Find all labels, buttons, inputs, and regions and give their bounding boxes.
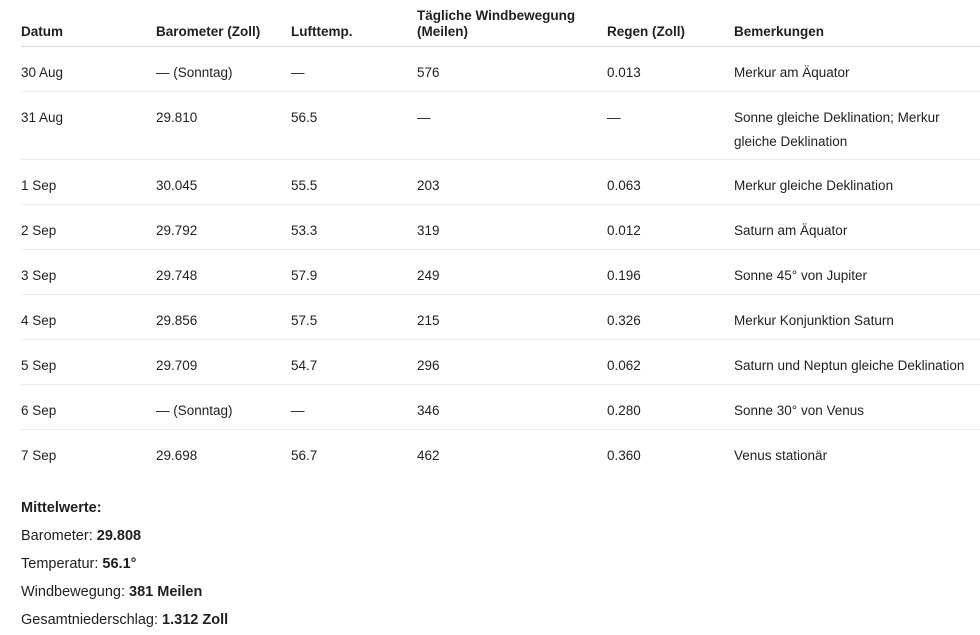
table-row bbox=[21, 340, 980, 385]
cell-wind: 346 bbox=[417, 385, 607, 430]
cell-barometer: — (Sonntag) bbox=[156, 47, 291, 92]
table-row bbox=[21, 295, 980, 340]
cell-date: 30 Aug bbox=[21, 47, 156, 92]
cell-air-temp: 56.5 bbox=[291, 92, 417, 160]
cell-rain: 0.012 bbox=[607, 205, 734, 250]
cell-air-temp: 57.5 bbox=[291, 295, 417, 340]
cell-barometer: 29.709 bbox=[156, 340, 291, 385]
summary-wind bbox=[21, 578, 228, 606]
summary-label: Windbewegung: bbox=[21, 584, 130, 600]
cell-rain: — bbox=[607, 92, 734, 160]
cell-rain: 0.280 bbox=[607, 385, 734, 430]
cell-rain: 0.326 bbox=[607, 295, 734, 340]
cell-date: 3 Sep bbox=[21, 250, 156, 295]
cell-wind: 319 bbox=[417, 205, 607, 250]
cell-remark: Merkur am Äquator bbox=[734, 47, 980, 92]
cell-date: 31 Aug bbox=[21, 92, 156, 160]
header-date: Datum bbox=[21, 8, 156, 47]
summary-label: Barometer: bbox=[21, 528, 97, 544]
cell-wind: 296 bbox=[417, 340, 607, 385]
cell-date: 4 Sep bbox=[21, 295, 156, 340]
summary-value: 381 Meilen bbox=[129, 584, 203, 600]
cell-date: 6 Sep bbox=[21, 385, 156, 430]
cell-barometer: 29.792 bbox=[156, 205, 291, 250]
table-row bbox=[21, 92, 980, 160]
cell-air-temp: 53.3 bbox=[291, 205, 417, 250]
summary-precipitation bbox=[21, 606, 228, 634]
cell-remark: Venus stationär bbox=[734, 448, 828, 463]
summary-label: Gesamtniederschlag: bbox=[21, 612, 163, 628]
cell-barometer: 29.810 bbox=[156, 92, 291, 160]
cell-air-temp: 55.5 bbox=[291, 160, 417, 205]
table-row bbox=[21, 47, 980, 92]
cell-barometer: 29.748 bbox=[156, 250, 291, 295]
cell-wind: 576 bbox=[417, 47, 607, 92]
cell-remark: Sonne gleiche Deklination; Merkur gleiche Deklination bbox=[734, 92, 980, 160]
cell-wind: — bbox=[417, 92, 607, 160]
cell-air-temp: 54.7 bbox=[291, 340, 417, 385]
summary-label: Temperatur: bbox=[21, 556, 103, 572]
weather-table bbox=[21, 8, 980, 475]
header-remarks: Bemerkungen bbox=[734, 8, 980, 47]
summary-barometer bbox=[21, 522, 228, 550]
cell-wind: 203 bbox=[417, 160, 607, 205]
cell-barometer: 29.698 bbox=[156, 448, 198, 463]
cell-rain: 0.360 bbox=[607, 448, 641, 463]
summary-temperature bbox=[21, 550, 228, 578]
cell-date: 7 Sep bbox=[21, 448, 57, 463]
header-rain: Regen (Zoll) bbox=[607, 8, 734, 47]
cell-wind: 249 bbox=[417, 250, 607, 295]
cell-air-temp: 57.9 bbox=[291, 250, 417, 295]
cell-date: 1 Sep bbox=[21, 160, 156, 205]
summary-value: 56.1° bbox=[102, 556, 137, 572]
cell-remark: Merkur Konjunktion Saturn bbox=[734, 295, 980, 340]
table-row bbox=[21, 160, 980, 205]
header-barometer: Barometer (Zoll) bbox=[156, 8, 291, 47]
cell-remark: Saturn am Äquator bbox=[734, 205, 980, 250]
cell-remark: Sonne 45° von Jupiter bbox=[734, 250, 980, 295]
table-row bbox=[21, 430, 980, 475]
table-row bbox=[21, 250, 980, 295]
cell-wind: 462 bbox=[417, 448, 440, 463]
header-wind-movement: Tägliche Windbewegung (Meilen) bbox=[417, 8, 607, 47]
cell-air-temp: — bbox=[291, 47, 417, 92]
cell-barometer: 29.856 bbox=[156, 295, 291, 340]
cell-date: 2 Sep bbox=[21, 205, 156, 250]
table-header-row bbox=[21, 8, 980, 47]
cell-remark: Sonne 30° von Venus bbox=[734, 385, 980, 430]
cell-rain: 0.063 bbox=[607, 160, 734, 205]
cell-barometer: 30.045 bbox=[156, 160, 291, 205]
cell-wind: 215 bbox=[417, 295, 607, 340]
table-row bbox=[21, 385, 980, 430]
cell-rain: 0.013 bbox=[607, 47, 734, 92]
cell-air-temp: 56.7 bbox=[291, 448, 318, 463]
cell-barometer: — (Sonntag) bbox=[156, 385, 291, 430]
summary-heading: Mittelwerte: bbox=[21, 500, 102, 516]
table-row bbox=[21, 205, 980, 250]
cell-remark: Saturn und Neptun gleiche Deklination bbox=[734, 340, 980, 385]
weather-table-container bbox=[21, 8, 980, 475]
cell-date: 5 Sep bbox=[21, 340, 156, 385]
averages-summary bbox=[21, 494, 228, 634]
summary-value: 1.312 Zoll bbox=[162, 612, 229, 628]
summary-value: 29.808 bbox=[96, 528, 142, 544]
cell-rain: 0.062 bbox=[607, 340, 734, 385]
cell-air-temp: — bbox=[291, 385, 417, 430]
cell-remark: Merkur gleiche Deklination bbox=[734, 160, 980, 205]
header-air-temp: Lufttemp. bbox=[291, 8, 417, 47]
cell-rain: 0.196 bbox=[607, 250, 734, 295]
